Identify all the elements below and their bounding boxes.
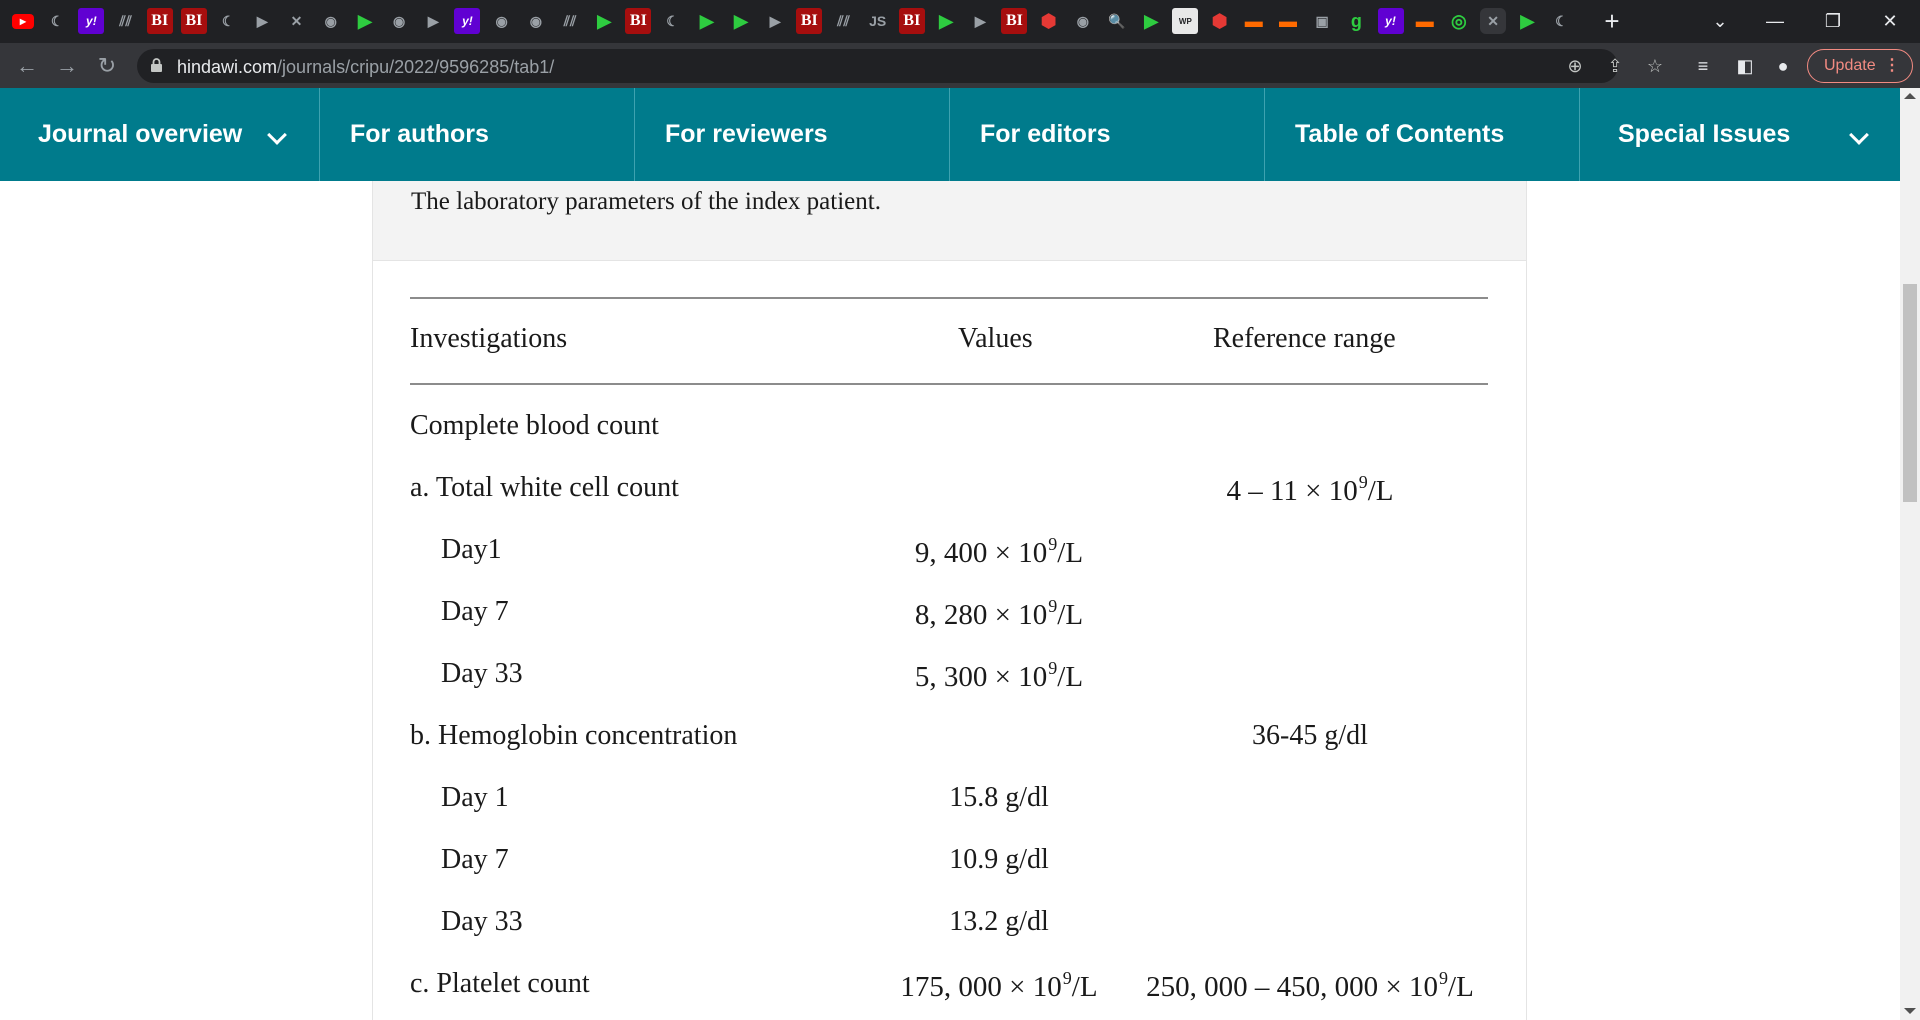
chevron-down-icon (1849, 125, 1869, 145)
youtube-icon[interactable]: ▶ (10, 8, 36, 34)
close-window-icon[interactable]: ✕ (1882, 11, 1898, 31)
investigation-cell: Day 1 (441, 782, 509, 813)
globe-icon[interactable]: ◉ (495, 12, 508, 29)
moon-icon[interactable]: ☾ (50, 12, 64, 29)
update-button[interactable] (1807, 49, 1913, 83)
browser-toolbar (0, 43, 1920, 88)
bi-icon[interactable]: BI (181, 8, 207, 34)
bookmark-icon[interactable]: ▬ (1278, 10, 1297, 31)
url-path: /journals/cripu/2022/9596285/tab1/ (277, 57, 555, 77)
table-caption: The laboratory parameters of the index patient. (411, 188, 881, 215)
browser-tab-strip (0, 0, 1920, 43)
nav-label: For editors (980, 120, 1111, 148)
table-header-rule (410, 383, 1488, 385)
new-tab-button[interactable]: + (1604, 6, 1620, 36)
play-icon[interactable]: ▶ (1144, 10, 1159, 31)
forward-icon[interactable]: → (56, 53, 78, 78)
url-text (177, 57, 554, 78)
nav-label: For authors (350, 120, 489, 148)
g-icon[interactable]: g (1350, 10, 1362, 31)
nav-label: For reviewers (665, 120, 828, 148)
reload-icon[interactable]: ↻ (97, 53, 117, 78)
globe-icon[interactable]: ◉ (324, 12, 337, 29)
journal-nav (0, 88, 1900, 181)
value-cell: 15.8 g/dl (949, 782, 1049, 813)
moon-icon[interactable]: ☾ (666, 12, 679, 29)
side-panel-icon[interactable]: ◧ (1736, 56, 1754, 76)
investigation-cell: Day 33 (441, 658, 523, 689)
zoom-icon[interactable]: ⊕ (1567, 56, 1583, 76)
table-caption-box (373, 181, 1526, 261)
value-cell: 175, $000 \times 10^9/L$ (900, 968, 1098, 1003)
search-icon[interactable]: 🔍 (1108, 12, 1126, 29)
yahoo-icon[interactable]: y! (1378, 8, 1404, 34)
nav-special-issues[interactable] (1580, 88, 1900, 181)
restore-icon[interactable]: ❐ (1824, 11, 1842, 31)
bookmark-icon[interactable]: ▬ (1244, 10, 1263, 31)
address-bar[interactable] (137, 49, 1664, 83)
nav-journal-overview[interactable] (0, 88, 320, 181)
back-icon[interactable]: ← (16, 53, 38, 78)
globe-icon[interactable]: ◉ (1076, 12, 1089, 29)
scroll-down-icon[interactable] (1904, 1008, 1916, 1014)
scrollbar-thumb[interactable] (1903, 284, 1917, 502)
share-icon[interactable]: ⇪ (1607, 56, 1623, 76)
play-icon[interactable]: ▶ (939, 10, 953, 31)
reference-cell: 36-45 g/dl (1252, 720, 1368, 751)
investigation-cell: a. Total white cell count (410, 472, 679, 503)
arrow-icon[interactable]: ▶ (427, 12, 439, 29)
scroll-up-icon[interactable] (1904, 93, 1916, 99)
reference-cell: $4 - 11 \times 10^9/L$ (1226, 472, 1394, 507)
header-values: Values (958, 323, 1033, 354)
bi-icon[interactable]: BI (1001, 8, 1027, 34)
play-icon[interactable]: ▶ (734, 10, 748, 31)
url-host: hindawi.com (177, 57, 278, 77)
nav-label: Table of Contents (1295, 120, 1505, 148)
stripes-icon[interactable]: ⫽⫽ (837, 12, 850, 29)
profile-icon[interactable]: ● (1777, 56, 1789, 76)
reference-cell: 250, 000 – 450, $000 \times 10^9/L$ (1146, 968, 1474, 1003)
wp-icon[interactable]: WP (1172, 8, 1198, 34)
arrow-icon[interactable]: ▶ (769, 12, 781, 29)
investigation-cell: c. Platelet count (410, 968, 590, 999)
nav-label: Special Issues (1618, 120, 1791, 148)
tab-list (10, 8, 1583, 34)
bi-icon[interactable]: BI (899, 8, 925, 34)
investigation-cell: Day 33 (441, 906, 523, 937)
chevron-down-icon (267, 125, 287, 145)
sheet-icon[interactable]: ✕ (290, 12, 303, 29)
globe-icon[interactable]: ◉ (529, 12, 542, 29)
update-label: Update (1824, 57, 1876, 74)
investigation-cell: Day 7 (441, 596, 509, 627)
arrow-icon[interactable]: ▶ (974, 12, 986, 29)
close-icon[interactable]: ✕ (1480, 8, 1506, 34)
investigation-cell: Complete blood count (410, 410, 659, 441)
eye-icon[interactable]: ◎ (1451, 10, 1467, 31)
yahoo-icon[interactable]: y! (454, 8, 480, 34)
lock-tab-icon[interactable]: ▣ (1315, 12, 1329, 29)
value-cell: 5, $300 \times 10^9/L$ (914, 658, 1084, 693)
pin-icon[interactable]: ⬢ (1211, 10, 1228, 31)
play-icon[interactable]: ▶ (699, 10, 714, 31)
bookmark-icon[interactable]: ▬ (1415, 10, 1434, 31)
menu-dots-icon: ⋮ (1884, 57, 1900, 74)
yahoo-icon[interactable]: y! (78, 8, 104, 34)
value-cell: 13.2 g/dl (949, 906, 1049, 937)
value-cell: 8, $280 \times 10^9/L$ (914, 596, 1084, 631)
value-cell: 9, $400 \times 10^9/L$ (914, 534, 1084, 569)
table-top-rule (410, 297, 1488, 299)
nav-for-reviewers[interactable] (635, 88, 950, 181)
nav-for-authors[interactable] (320, 88, 635, 181)
play-icon[interactable]: ▶ (357, 10, 372, 31)
stripes-icon[interactable]: ⫽⫽ (119, 12, 132, 29)
header-investigations: Investigations (410, 323, 568, 354)
js-icon[interactable]: JS (869, 13, 887, 29)
bi-icon[interactable]: BI (625, 8, 651, 34)
globe-icon[interactable]: ◉ (392, 12, 406, 29)
bookmark-star-icon[interactable]: ☆ (1646, 56, 1664, 76)
moon-icon[interactable]: ☾ (221, 12, 235, 29)
bi-icon[interactable]: BI (796, 8, 822, 34)
page-scrollbar[interactable] (1900, 88, 1920, 1020)
nav-for-editors[interactable] (950, 88, 1265, 181)
nav-label: Journal overview (38, 120, 243, 148)
value-cell: 10.9 g/dl (949, 844, 1049, 875)
play-icon[interactable]: ▶ (1520, 10, 1535, 31)
lock-icon (151, 58, 162, 72)
nav-table-of-contents[interactable] (1265, 88, 1580, 181)
investigation-cell: Day1 (441, 534, 502, 565)
minimize-icon[interactable]: — (1766, 11, 1784, 31)
pin-icon[interactable]: ⬢ (1040, 10, 1057, 31)
bi-icon[interactable]: BI (147, 8, 173, 34)
investigation-cell: Day 7 (441, 844, 509, 875)
moon-icon[interactable]: ☾ (1555, 12, 1568, 29)
investigation-cell: b. Hemoglobin concentration (410, 720, 738, 751)
tab-search-icon[interactable]: ⌄ (1712, 11, 1728, 31)
play-icon[interactable]: ▶ (597, 10, 612, 31)
arrow-icon[interactable]: ▶ (256, 12, 268, 29)
reading-list-icon[interactable]: ≡ (1697, 56, 1709, 76)
stripes-icon[interactable]: ⫽⫽ (563, 12, 577, 29)
header-reference-range: Reference range (1213, 323, 1396, 354)
